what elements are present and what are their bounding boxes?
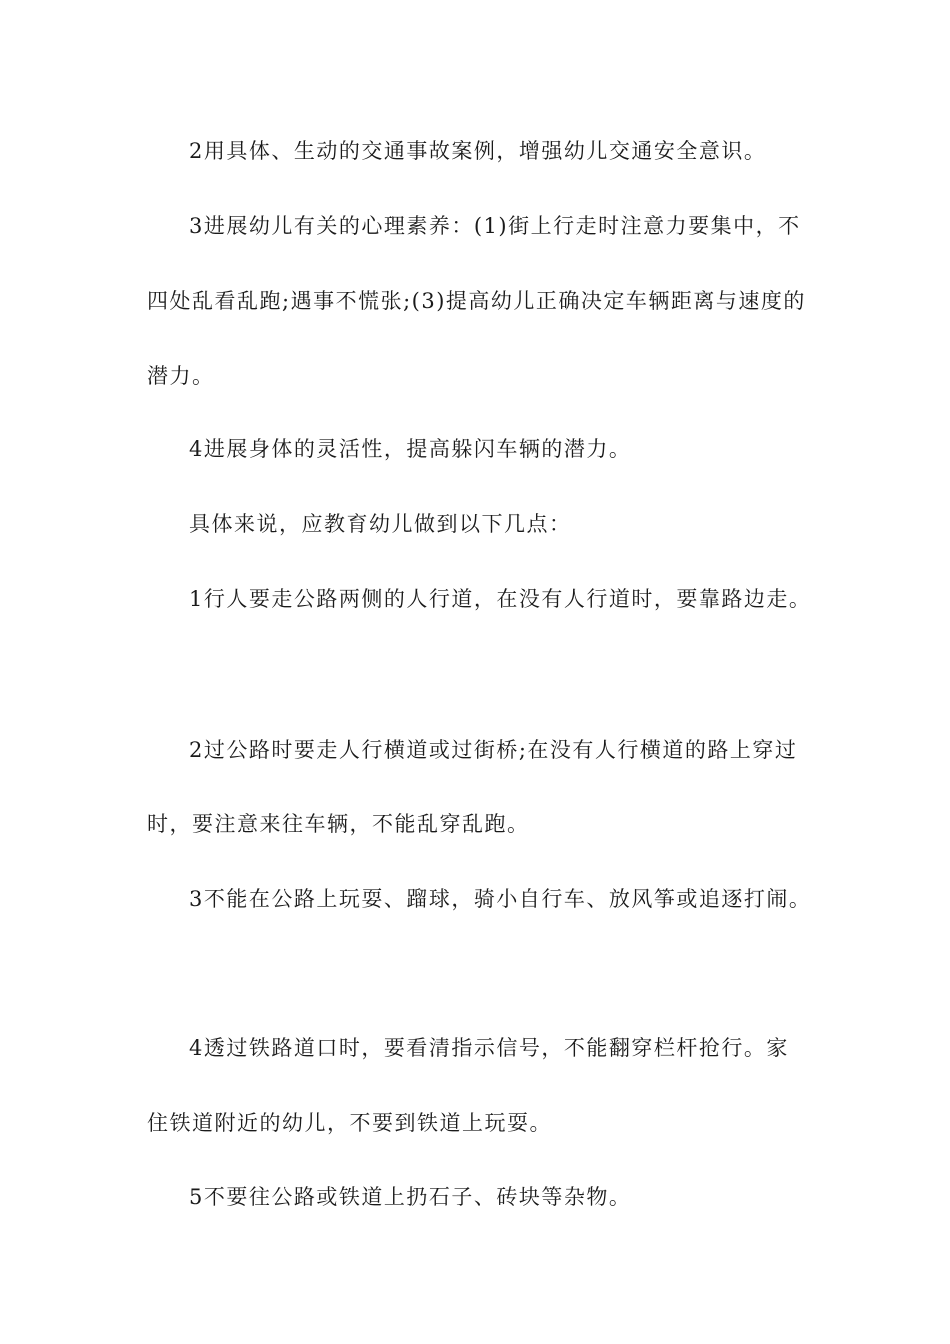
paragraph-line-12: 住铁道附近的幼儿，不要到铁道上玩耍。 [147,1111,552,1135]
paragraph-line-3: 四处乱看乱跑;遇事不慌张;(3)提高幼儿正确决定车辆距离与速度的 [147,289,806,313]
paragraph-line-5: 4进展身体的灵活性，提高躲闪车辆的潜力。 [189,437,632,461]
paragraph-line-1: 2用具体、生动的交通事故案例，增强幼儿交通安全意识。 [189,139,767,163]
paragraph-line-9: 时，要注意来往车辆，不能乱穿乱跑。 [147,812,530,836]
paragraph-line-4: 潜力。 [147,364,215,388]
paragraph-line-8: 2过公路时要走人行横道或过街桥;在没有人行横道的路上穿过 [189,738,798,762]
paragraph-line-2: 3进展幼儿有关的心理素养：(1)街上行走时注意力要集中，不 [189,214,801,238]
paragraph-line-7: 1行人要走公路两侧的人行道，在没有人行道时，要靠路边走。 [189,587,812,611]
paragraph-line-11: 4透过铁路道口时，要看清指示信号，不能翻穿栏杆抢行。家 [189,1036,789,1060]
paragraph-line-10: 3不能在公路上玩耍、蹓球，骑小自行车、放风筝或追逐打闹。 [189,887,812,911]
paragraph-line-6: 具体来说，应教育幼儿做到以下几点： [189,512,572,536]
paragraph-line-13: 5不要往公路或铁道上扔石子、砖块等杂物。 [189,1185,632,1209]
